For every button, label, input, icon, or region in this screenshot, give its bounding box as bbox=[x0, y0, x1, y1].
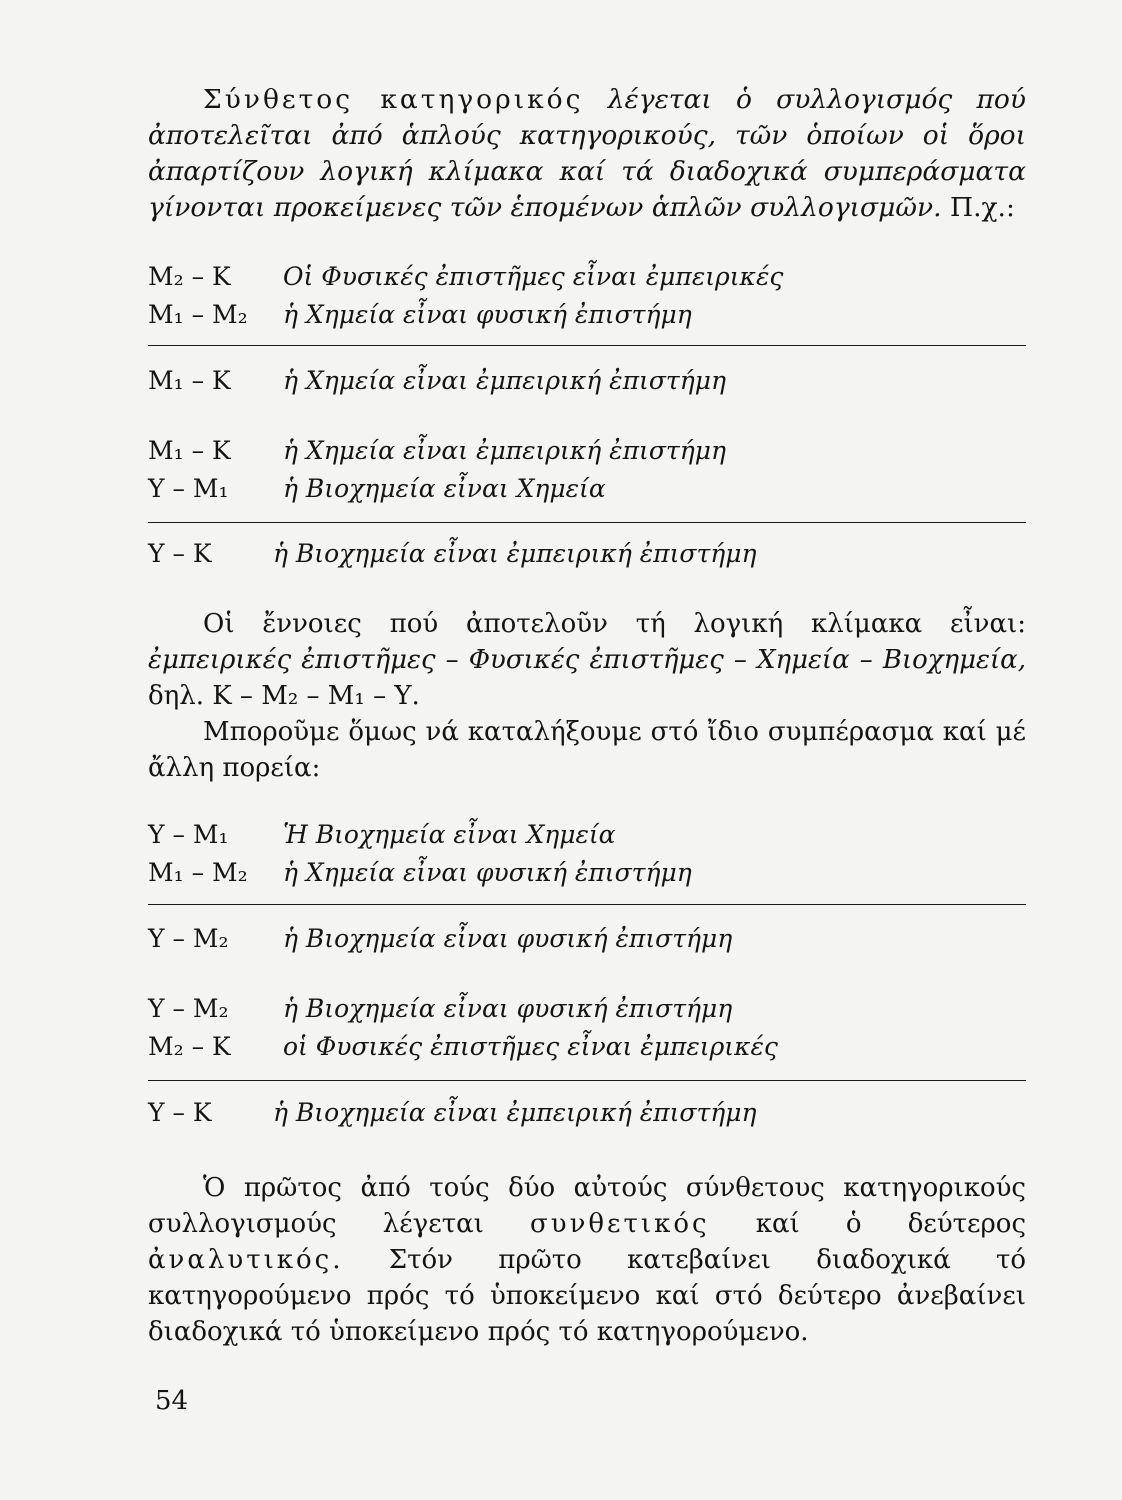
premise-row bbox=[148, 258, 1028, 296]
premise-text: ἡ Βιοχημεία εἶναι φυσική ἐπιστήμη bbox=[283, 994, 733, 1023]
premise-row bbox=[148, 990, 1028, 1028]
premise-text: Οἱ Φυσικές ἐπιστῆμες εἶναι ἐμπειρικές bbox=[283, 262, 784, 291]
syllogism-3-conclusion bbox=[148, 920, 1028, 958]
premise-text: ἡ Χημεία εἶναι ἐμπειρική ἐπιστήμη bbox=[283, 436, 726, 465]
alternative-paragraph: Μποροῦμε ὅμως νά καταλήξουμε στό ἴδιο συμπέρασμα καί μέ ἄλλη πορεία: bbox=[148, 717, 1026, 783]
syllogism-1-conclusion bbox=[148, 362, 1028, 400]
closing-text-b: καί ὁ δεύτερος bbox=[709, 1209, 1027, 1239]
premise-label: Μ₂ – Κ bbox=[148, 262, 231, 291]
conclusion-rule bbox=[148, 904, 1026, 905]
intro-eg: Π.χ.: bbox=[949, 192, 1015, 223]
conclusion-label: Υ – Κ bbox=[148, 1098, 212, 1127]
conclusion-rule bbox=[148, 345, 1026, 346]
ladder-intro: Οἱ ἔννοιες πού ἀποτελοῦν τή λογική κλίμακα εἶναι: bbox=[203, 609, 1026, 639]
conclusion-rule bbox=[148, 522, 1026, 523]
premise-label: Υ – Μ₂ bbox=[148, 994, 229, 1023]
syllogism-4-conclusion bbox=[148, 1094, 1028, 1132]
premise-label: Μ₁ – Μ₂ bbox=[148, 858, 248, 887]
premise-text: Ἡ Βιοχημεία εἶναι Χημεία bbox=[283, 820, 616, 849]
intro-paragraph bbox=[148, 82, 1026, 226]
premise-label: Μ₂ – Κ bbox=[148, 1032, 231, 1061]
ladder-paragraph bbox=[148, 606, 1026, 714]
conclusion-label: Υ – Μ₂ bbox=[148, 924, 229, 953]
premise-row bbox=[148, 854, 1028, 892]
premise-label: Μ₁ – Μ₂ bbox=[148, 300, 248, 329]
closing-text-c: Στόν πρῶτο κατεβαίνει διαδοχικά τό κατηγορούμενο πρός τό ὑποκείμενο καί στό δεύτερο ἀνεβαίνει διαδοχικά τό ὑποκείμενο πρός τό κατηγορούμενο. bbox=[148, 1245, 1026, 1347]
premise-row bbox=[148, 470, 1028, 508]
premise-text: ἡ Χημεία εἶναι φυσική ἐπιστήμη bbox=[283, 300, 692, 329]
term-synthetic: συνθετικός bbox=[530, 1209, 710, 1239]
conclusion-rule bbox=[148, 1080, 1026, 1081]
premise-row bbox=[148, 296, 1028, 334]
premise-text: οἱ Φυσικές ἐπιστῆμες εἶναι ἐμπειρικές bbox=[283, 1032, 778, 1061]
conclusion-row bbox=[148, 920, 1028, 958]
ladder-abbrev: δηλ. Κ – Μ₂ – Μ₁ – Υ. bbox=[148, 681, 420, 711]
premise-row bbox=[148, 816, 1028, 854]
intro-term: Σύνθετος κατηγορικός bbox=[203, 84, 584, 115]
closing-paragraph bbox=[148, 1170, 1026, 1350]
intro-text: λέγεται ὁ συλλογισμός πού ἀποτελεῖται ἀπό ἁπλούς κατηγορικούς, τῶν ὁποίων οἱ ὅροι ἀπαρτίζουν λογική κλίμακα καί τά διαδοχικά συμπεράσματα γίνονται προκείμενες τῶν ἑπομένων ἁπλῶν συλλογισμῶν. bbox=[148, 84, 1026, 223]
conclusion-row bbox=[148, 362, 1028, 400]
conclusion-text: ἡ Βιοχημεία εἶναι ἐμπειρική ἐπιστήμη bbox=[273, 539, 757, 568]
syllogism-2 bbox=[148, 432, 1028, 508]
conclusion-label: Μ₁ – Κ bbox=[148, 366, 231, 395]
syllogism-1 bbox=[148, 258, 1028, 334]
premise-label: Μ₁ – Κ bbox=[148, 436, 231, 465]
conclusion-text: ἡ Βιοχημεία εἶναι φυσική ἐπιστήμη bbox=[283, 924, 733, 953]
term-analytic: ἀναλυτικός. bbox=[148, 1245, 344, 1275]
conclusion-label: Υ – Κ bbox=[148, 539, 212, 568]
premise-text: ἡ Βιοχημεία εἶναι Χημεία bbox=[283, 474, 606, 503]
ladder-chain: ἐμπειρικές ἐπιστῆμες – Φυσικές ἐπιστῆμες – Χημεία – Βιοχημεία, bbox=[148, 645, 1026, 675]
conclusion-row bbox=[148, 535, 1028, 573]
page-number: 54 bbox=[155, 1386, 189, 1416]
premise-label: Υ – Μ₁ bbox=[148, 474, 229, 503]
closing-text-a: Ὁ πρῶτος ἀπό τούς δύο αὐτούς σύνθετους κατηγορικούς συλλογισμούς λέγεται bbox=[148, 1173, 1026, 1239]
conclusion-text: ἡ Βιοχημεία εἶναι ἐμπειρική ἐπιστήμη bbox=[273, 1098, 757, 1127]
premise-row bbox=[148, 1028, 1028, 1066]
syllogism-4 bbox=[148, 990, 1028, 1066]
syllogism-2-conclusion bbox=[148, 535, 1028, 573]
premise-label: Υ – Μ₁ bbox=[148, 820, 229, 849]
premise-text: ἡ Χημεία εἶναι φυσική ἐπιστήμη bbox=[283, 858, 692, 887]
syllogism-3 bbox=[148, 816, 1028, 892]
premise-row bbox=[148, 432, 1028, 470]
conclusion-text: ἡ Χημεία εἶναι ἐμπειρική ἐπιστήμη bbox=[283, 366, 726, 395]
conclusion-row bbox=[148, 1094, 1028, 1132]
